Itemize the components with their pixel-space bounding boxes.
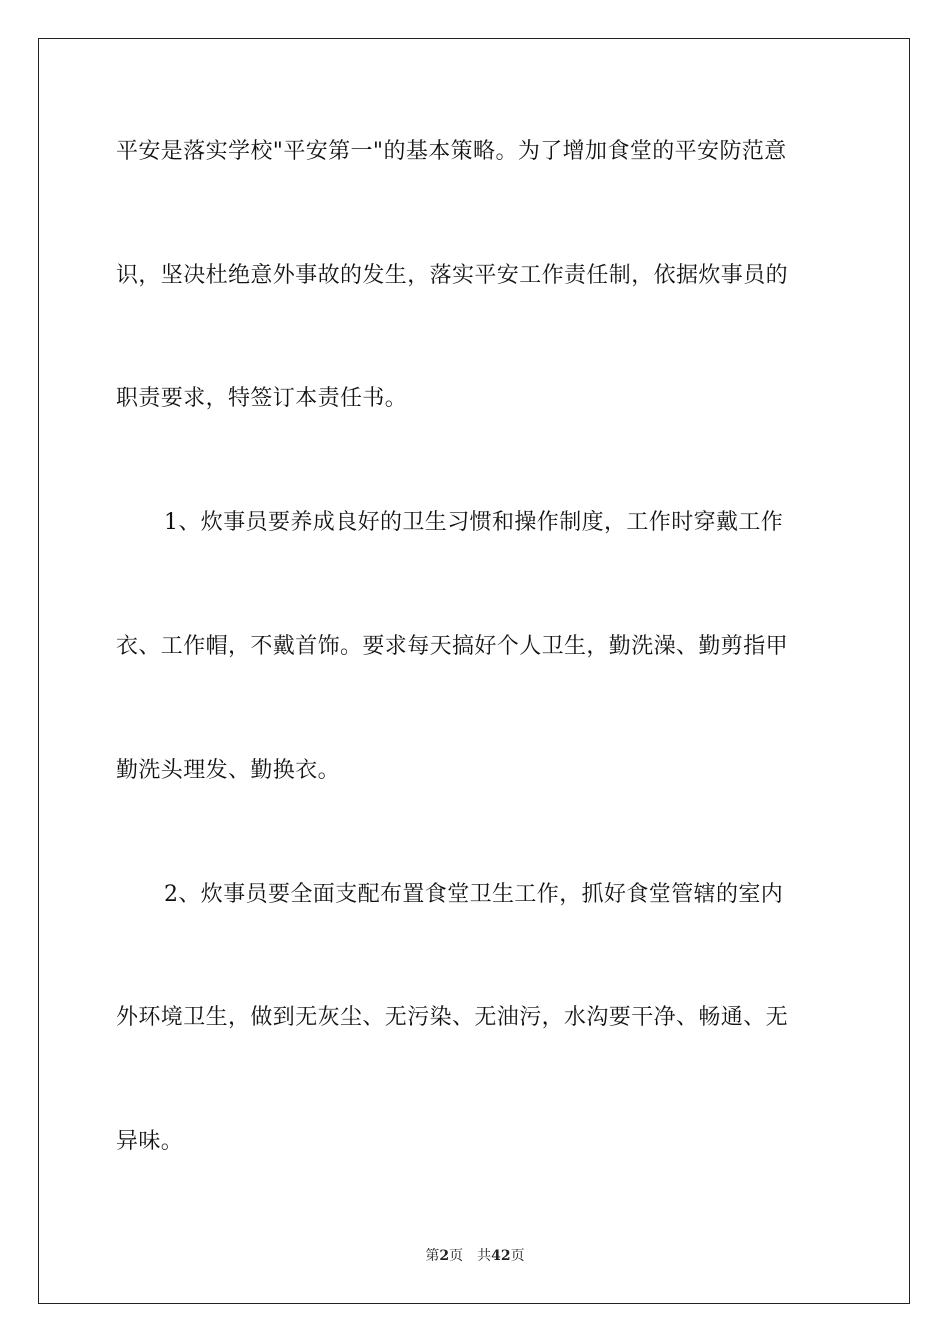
body-text-line: 2、炊事员要全面支配布置食堂卫生工作，抓好食堂管辖的室内 [164,882,784,907]
total-suffix: 页 [510,1248,525,1264]
body-text-line: 衣、工作帽，不戴首饰。要求每天搞好个人卫生，勤洗澡、勤剪指甲 [116,634,789,659]
body-text-line: 异味。 [116,1129,184,1154]
page-suffix: 页 [449,1248,464,1264]
body-text-line: 勤洗头理发、勤换衣。 [116,758,341,783]
page-number: 2 [439,1248,450,1264]
page-footer [0,1247,950,1265]
body-text-line: 1、炊事员要养成良好的卫生习惯和操作制度，工作时穿戴工作 [164,510,784,535]
page-border [38,38,910,1304]
body-text-line: 职责要求，特签订本责任书。 [116,386,408,411]
total-pages: 42 [491,1248,511,1264]
body-text-line: 平安是落实学校"平安第一"的基本策略。为了增加食堂的平安防范意 [116,139,787,164]
total-prefix: 共 [477,1248,492,1264]
page-prefix: 第 [425,1248,440,1264]
body-text-line: 识，坚决杜绝意外事故的发生，落实平安工作责任制，依据炊事员的 [116,263,789,288]
body-text-line: 外环境卫生，做到无灰尘、无污染、无油污，水沟要干净、畅通、无 [116,1005,789,1030]
